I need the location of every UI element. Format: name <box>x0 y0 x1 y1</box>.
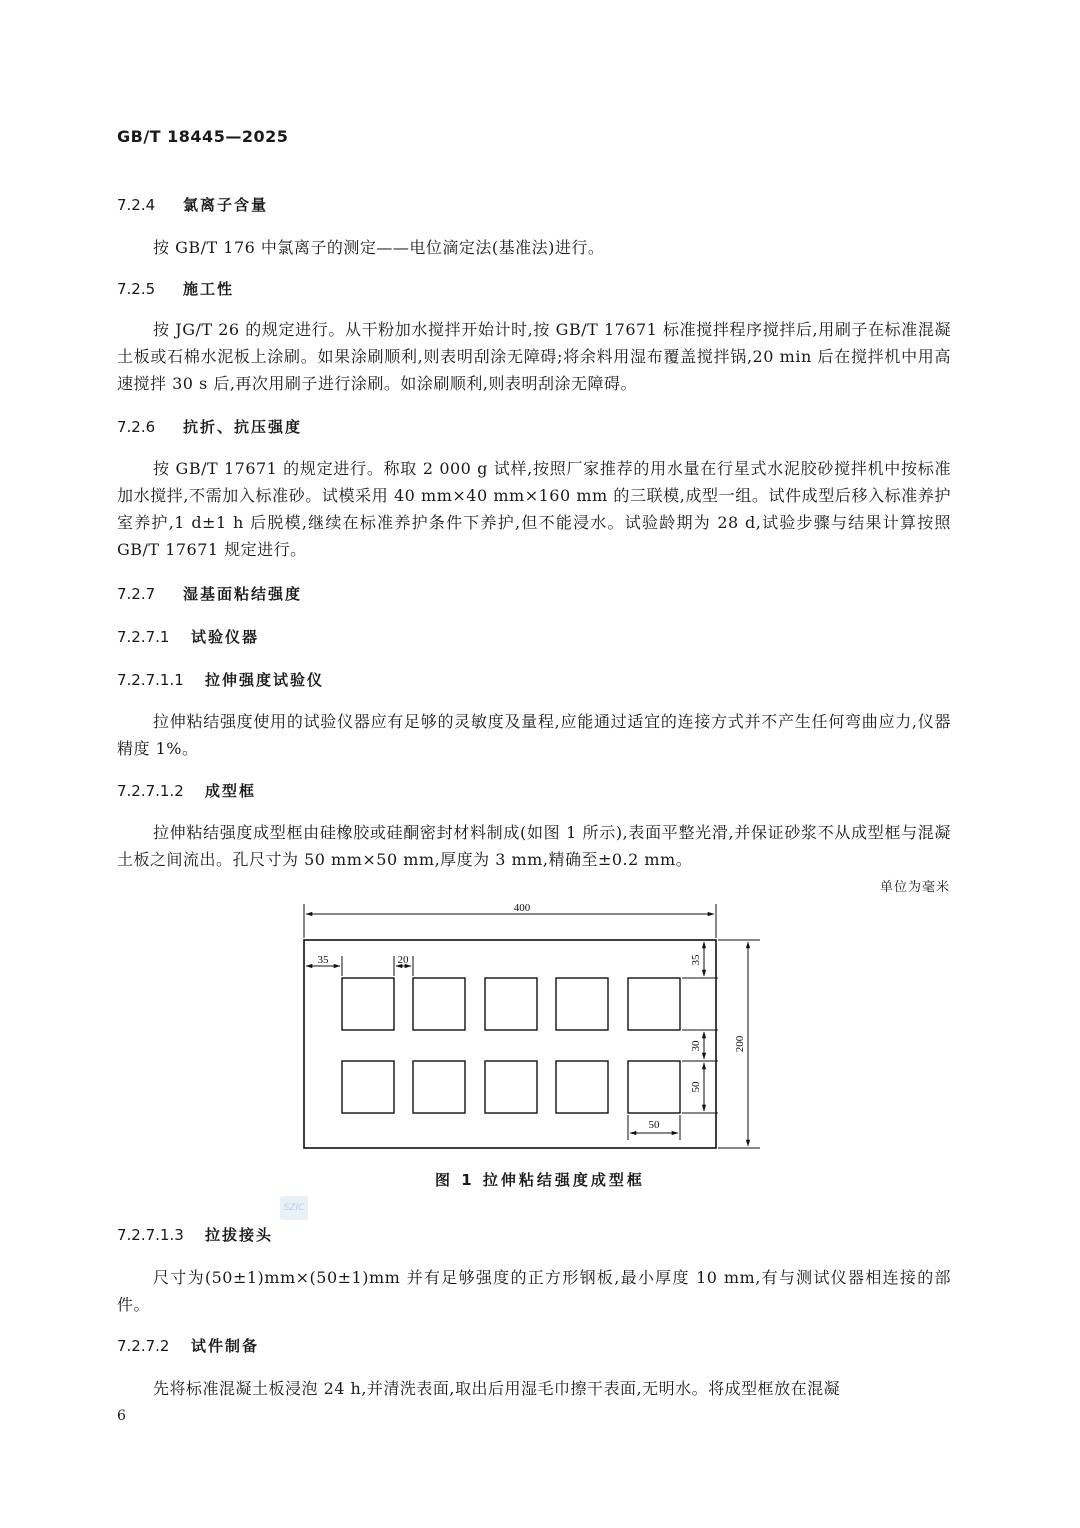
page-number: 6 <box>117 1408 126 1424</box>
paragraph-7-2-7-2 <box>117 1375 951 1402</box>
paragraph-7-2-7-1-1 <box>117 708 951 762</box>
hole <box>485 1061 537 1113</box>
section-number: 7.2.7.1.3 <box>117 1226 184 1244</box>
dim-hole-width: 50 <box>648 1119 660 1131</box>
hole <box>485 978 537 1030</box>
heading-7-2-7-1-3 <box>117 1224 273 1245</box>
figure-caption: 图 1 拉伸粘结强度成型框 <box>435 1171 645 1189</box>
paragraph-7-2-4 <box>117 234 951 261</box>
section-number: 7.2.7.1 <box>117 628 170 646</box>
section-number: 7.2.7.2 <box>117 1337 170 1355</box>
section-title: 湿基面粘结强度 <box>183 585 303 603</box>
section-number: 7.2.7.1.2 <box>117 782 184 800</box>
heading-7-2-6 <box>117 416 302 437</box>
section-number: 7.2.5 <box>117 280 156 298</box>
frame-outline <box>304 940 716 1148</box>
section-title: 抗折、抗压强度 <box>183 418 303 436</box>
dim-height: 200 <box>734 1035 746 1053</box>
paragraph-7-2-7-1-2 <box>117 819 951 873</box>
heading-7-2-7-2 <box>117 1335 259 1356</box>
heading-7-2-4 <box>117 194 268 215</box>
section-title: 拉伸强度试验仪 <box>205 671 325 689</box>
paragraph-text: 拉伸粘结强度成型框由硅橡胶或硅酮密封材料制成(如图 1 所示),表面平整光滑,并保证砂浆不从成型框与混凝土板之间流出。孔尺寸为 50 mm×50 mm,厚度为 3 mm,精确至±0.2 mm。 <box>117 823 951 869</box>
paragraph-7-2-5 <box>117 316 951 397</box>
section-number: 7.2.7 <box>117 585 156 603</box>
paragraph-text: 尺寸为(50±1)mm×(50±1)mm 并有足够强度的正方形钢板,最小厚度 10 mm,有与测试仪器相连接的部件。 <box>117 1268 951 1314</box>
paragraph-text: 按 JG/T 26 的规定进行。从干粉加水搅拌开始计时,按 GB/T 17671 标准搅拌程序搅拌后,用刷子在标准混凝土板或石棉水泥板上涂刷。如果涂刷顺利,则表明刮涂无障碍;将余料用湿布覆盖搅拌锅,20 min 后在搅拌机中用高速搅拌 30 s 后,再次用刷子进行涂刷。如涂刷顺利,则表明刮涂无障碍。 <box>117 320 951 393</box>
section-number: 7.2.6 <box>117 418 156 436</box>
heading-7-2-5 <box>117 278 234 299</box>
dim-gap: 20 <box>397 954 409 966</box>
section-title: 拉拔接头 <box>205 1226 274 1244</box>
unit-note: 单位为毫米 <box>879 880 950 895</box>
dim-width: 400 <box>513 902 531 914</box>
dim-row-gap: 30 <box>690 1040 702 1052</box>
paragraph-text: 拉伸粘结强度使用的试验仪器应有足够的灵敏度及量程,应能通过适宜的连接方式并不产生任何弯曲应力,仪器精度 1%。 <box>117 712 951 758</box>
paragraph-text: 按 GB/T 17671 的规定进行。称取 2 000 g 试样,按照厂家推荐的用水量在行星式水泥胶砂搅拌机中按标准加水搅拌,不需加入标准砂。试模采用 40 mm×40 mm×160 mm 的三联模,成型一组。试件成型后移入标准养护室养护,1 d±1 h 后脱模,继续在标准养护条件下养护,但不能浸水。试验龄期为 28 d,试验步骤与结果计算按照 GB/T 17671 规定进行。 <box>117 459 951 559</box>
heading-7-2-7-1-2 <box>117 780 256 801</box>
paragraph-7-2-7-1-3 <box>117 1264 951 1318</box>
section-title: 氯离子含量 <box>183 196 269 214</box>
heading-7-2-7-1-1 <box>117 669 324 690</box>
section-number: 7.2.7.1.1 <box>117 671 184 689</box>
watermark-logo: SZIC <box>280 1196 308 1220</box>
paragraph-7-2-6 <box>117 455 951 563</box>
section-title: 试验仪器 <box>191 628 260 646</box>
dim-left-margin: 35 <box>317 954 329 966</box>
hole <box>628 978 680 1030</box>
section-number: 7.2.4 <box>117 196 156 214</box>
paragraph-text: 按 GB/T 176 中氯离子的测定——电位滴定法(基准法)进行。 <box>153 238 605 257</box>
mold-frame-figure <box>290 890 770 1170</box>
dim-top-margin: 35 <box>690 954 702 966</box>
heading-7-2-7 <box>117 583 302 604</box>
hole <box>413 978 465 1030</box>
section-title: 试件制备 <box>191 1337 260 1355</box>
hole <box>556 1061 608 1113</box>
hole <box>342 1061 394 1113</box>
paragraph-text: 先将标准混凝土板浸泡 24 h,并清洗表面,取出后用湿毛巾擦干表面,无明水。将成型框放在混凝 <box>153 1379 841 1398</box>
dim-hole-height: 50 <box>690 1081 702 1093</box>
hole <box>342 978 394 1030</box>
hole <box>556 978 608 1030</box>
section-title: 施工性 <box>183 280 235 298</box>
hole <box>413 1061 465 1113</box>
hole <box>628 1061 680 1113</box>
standard-number: GB/T 18445—2025 <box>117 127 289 146</box>
heading-7-2-7-1 <box>117 626 259 647</box>
section-title: 成型框 <box>205 782 257 800</box>
